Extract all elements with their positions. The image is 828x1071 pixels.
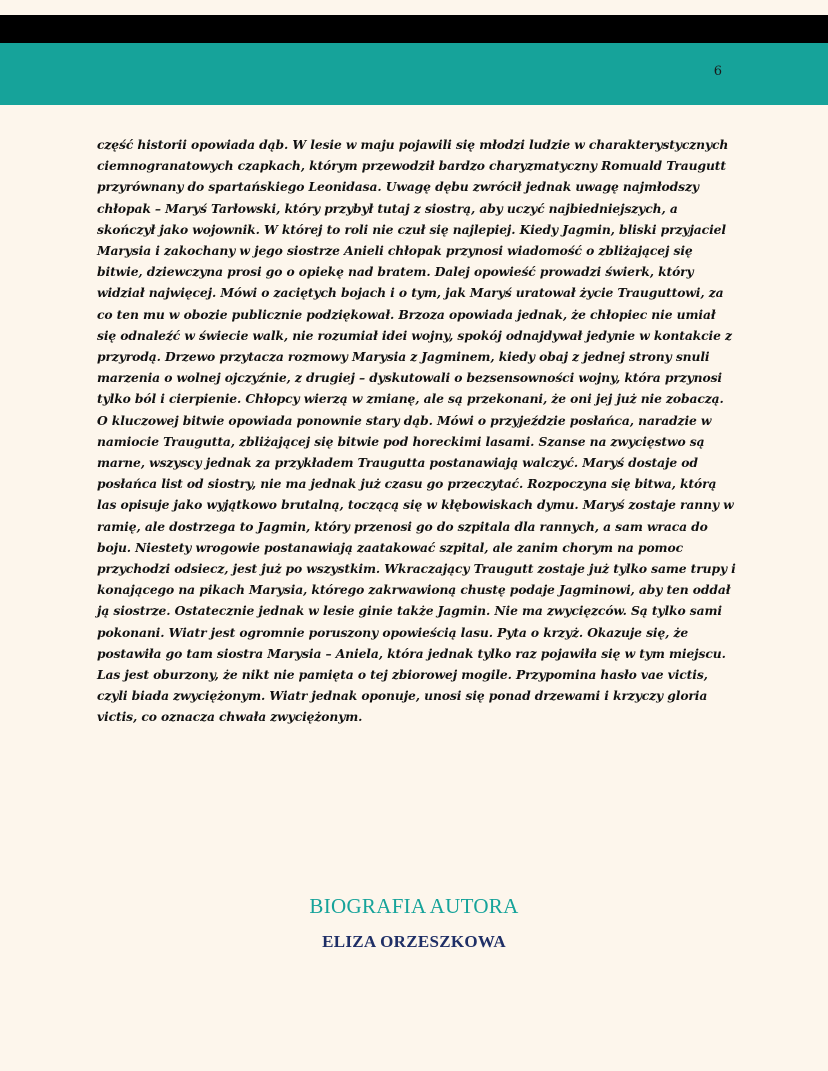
body-paragraph: część historii opowiada dąb. W lesie w maju pojawili się młodzi ludzie w charakterystycznych ciemnogranatowych czapkach, którym przewodził bardzo charyzmatyczny Romuald Traugutt przyrównany do spartańskiego Leonidasa. Uwagę dębu zwrócił jednak uwagę najmłodszy chłopak – Maryś Tarłowski, który przybył tutaj z siostrą, aby uczyć najbiedniejszych, a skończył jako wojownik. W której to roli nie czuł się najlepiej. Kiedy Jagmin, bliski przyjaciel Marysia i zakochany w jego siostrze Anieli chłopak przynosi wiadomość o zbliżającej się bitwie, dziewczyna prosi go o opiekę nad bratem. Dalej opowieść prowadzi świerk, który widział najwięcej. Mówi o zaciętych bojach i o tym, jak Maryś uratował życie Trauguttowi, za co ten mu w obozie publicznie podziękował. Brzoza opowiada jednak, że chłopiec nie umiał się odnaleźć w świecie walk, nie rozumiał idei wojny, spokój odnajdywał jedynie w kontakcie z przyrodą. Drzewo przytacza rozmowy Marysia z Jagminem, kiedy obaj z jednej strony snuli marzenia o wolnej ojczyźnie, z drugiej – dyskutowali o bezsensowności wojny, która przynosi tylko ból i cierpienie. Chłopcy wierzą w zmianę, ale są przekonani, że oni jej już nie zobaczą. O kluczowej bitwie opowiada ponownie stary dąb. Mówi o przyjeździe posłańca, naradzie w namiocie Traugutta, zbliżającej się bitwie pod horeckimi lasami. Szanse na zwycięstwo są marne, wszyscy jednak za przykładem Traugutta postanawiają walczyć. Maryś dostaje od posłańca list od siostry, nie ma jednak już czasu go przeczytać. Rozpoczyna się bitwa, którą las opisuje jako wyjątkowo brutalną, toczącą się w kłębowiskach dymu. Maryś zostaje ranny w ramię, ale dostrzega to Jagmin, który przenosi go do szpitala dla rannych, a sam wraca do boju. Niestety wrogowie postanawiają zaatakować szpital, ale zanim chorym na pomoc przychodzi odsiecz, jest już po wszystkim. Wkraczający Traugutt zostaje już tylko same trupy i konającego na pikach Marysia, którego zakrwawioną chustę podaje Jagminowi, aby ten oddał ją siostrze. Ostatecznie jednak w lesie ginie także Jagmin. Nie ma zwycięzców. Są tylko sami pokonani. Wiatr jest ogromnie poruszony opowieścią lasu. Pyta o krzyż. Okazuje się, że postawiła go tam siostra Marysia – Aniela, która jednak tylko raz pojawiła się w tym miejscu. Las jest oburzony, że nikt nie pamięta o tej zbiorowej mogile. Przypomina hasło vae victis, czyli biada zwyciężonym. Wiatr jednak oponuje, unosi się ponad drzewami i krzyczy gloria victis, co oznacza chwała zwyciężonym. [97, 137, 736, 725]
header-band [0, 43, 828, 105]
section-title: BIOGRAFIA AUTORA [309, 894, 519, 918]
top-black-bar [0, 15, 828, 43]
page-number: 6 [713, 64, 722, 79]
section-subtitle: ELIZA ORZESZKOWA [322, 932, 506, 951]
